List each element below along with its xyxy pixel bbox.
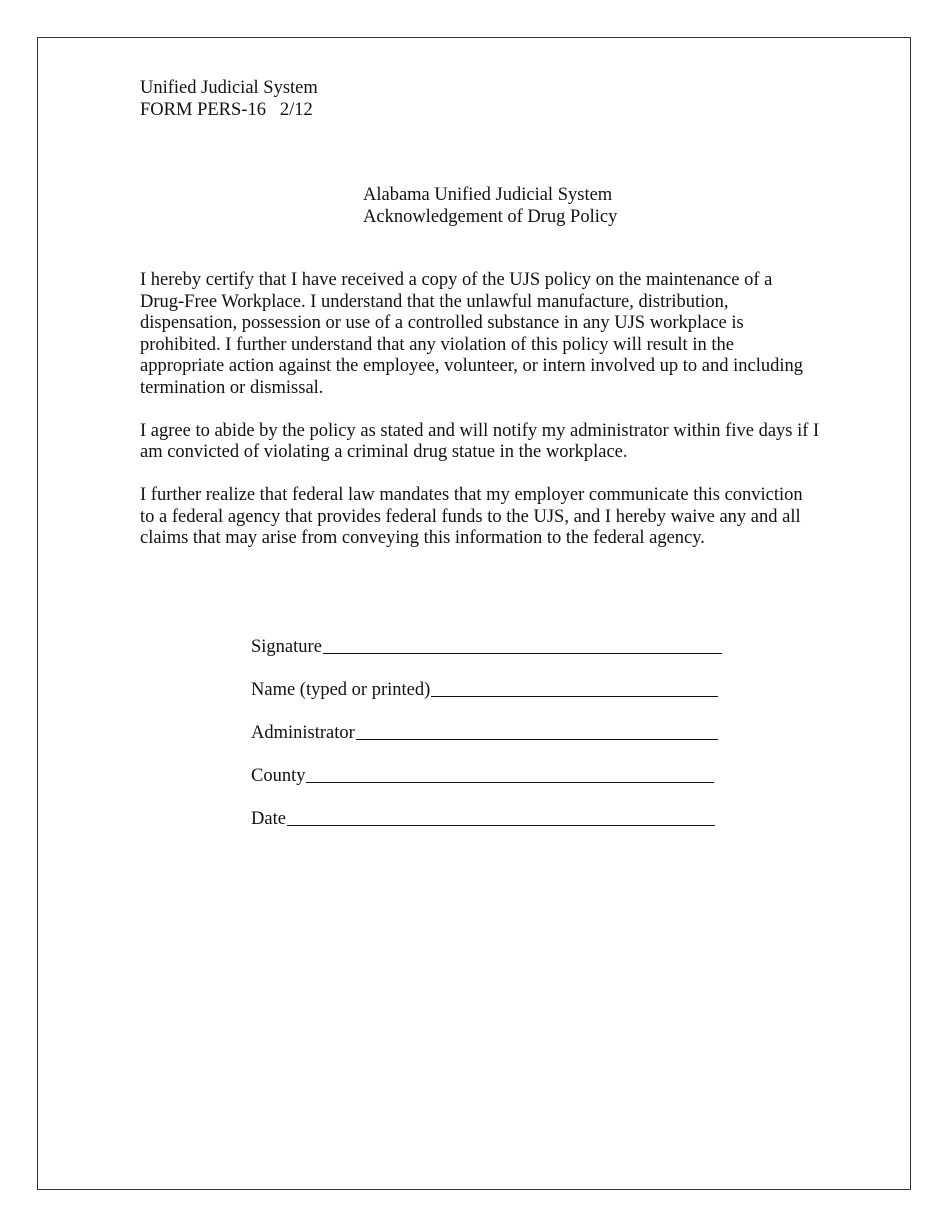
form-id: FORM PERS-16 2/12 (140, 100, 313, 120)
name-line[interactable] (431, 679, 718, 697)
name-field[interactable] (251, 677, 722, 720)
agreement-paragraph: I agree to abide by the policy as stated and will notify my administrator within five days if I am convicted of violating a criminal drug statue in the workplace. (140, 420, 820, 462)
date-line[interactable] (287, 808, 715, 826)
administrator-field[interactable] (251, 720, 722, 763)
organization-name: Unified Judicial System (140, 78, 318, 98)
document-title (363, 184, 617, 228)
policy-body (140, 270, 820, 571)
certification-paragraph: I hereby certify that I have received a copy of the UJS policy on the maintenance of a Drug-Free Workplace. I understand that the unlawful manufacture, distribution, dispensation, possession or use of a controlled substance in any UJS workplace is prohibited. I further understand that any violation of this policy will result in the appropriate action against the employee, volunteer, or intern involved up to and including termination or dismissal. (140, 270, 804, 398)
county-label: County (251, 766, 306, 786)
administrator-label: Administrator (251, 723, 355, 743)
signature-line[interactable] (323, 636, 722, 654)
signature-block (251, 634, 722, 849)
form-header (140, 77, 318, 121)
signature-label: Signature (251, 637, 322, 657)
title-line-2: Acknowledgement of Drug Policy (363, 207, 618, 227)
administrator-line[interactable] (356, 722, 718, 740)
signature-field[interactable] (251, 634, 722, 677)
county-field[interactable] (251, 763, 722, 806)
title-line-1: Alabama Unified Judicial System (363, 185, 613, 205)
date-label: Date (251, 809, 286, 829)
waiver-paragraph: I further realize that federal law mandates that my employer communicate this conviction to a federal agency that provides federal funds to the UJS, and I hereby waive any and all claims that may arise from conveying this information to the federal agency. (140, 485, 803, 548)
date-field[interactable] (251, 806, 722, 849)
county-line[interactable] (306, 765, 714, 783)
name-label: Name (typed or printed) (251, 680, 431, 700)
